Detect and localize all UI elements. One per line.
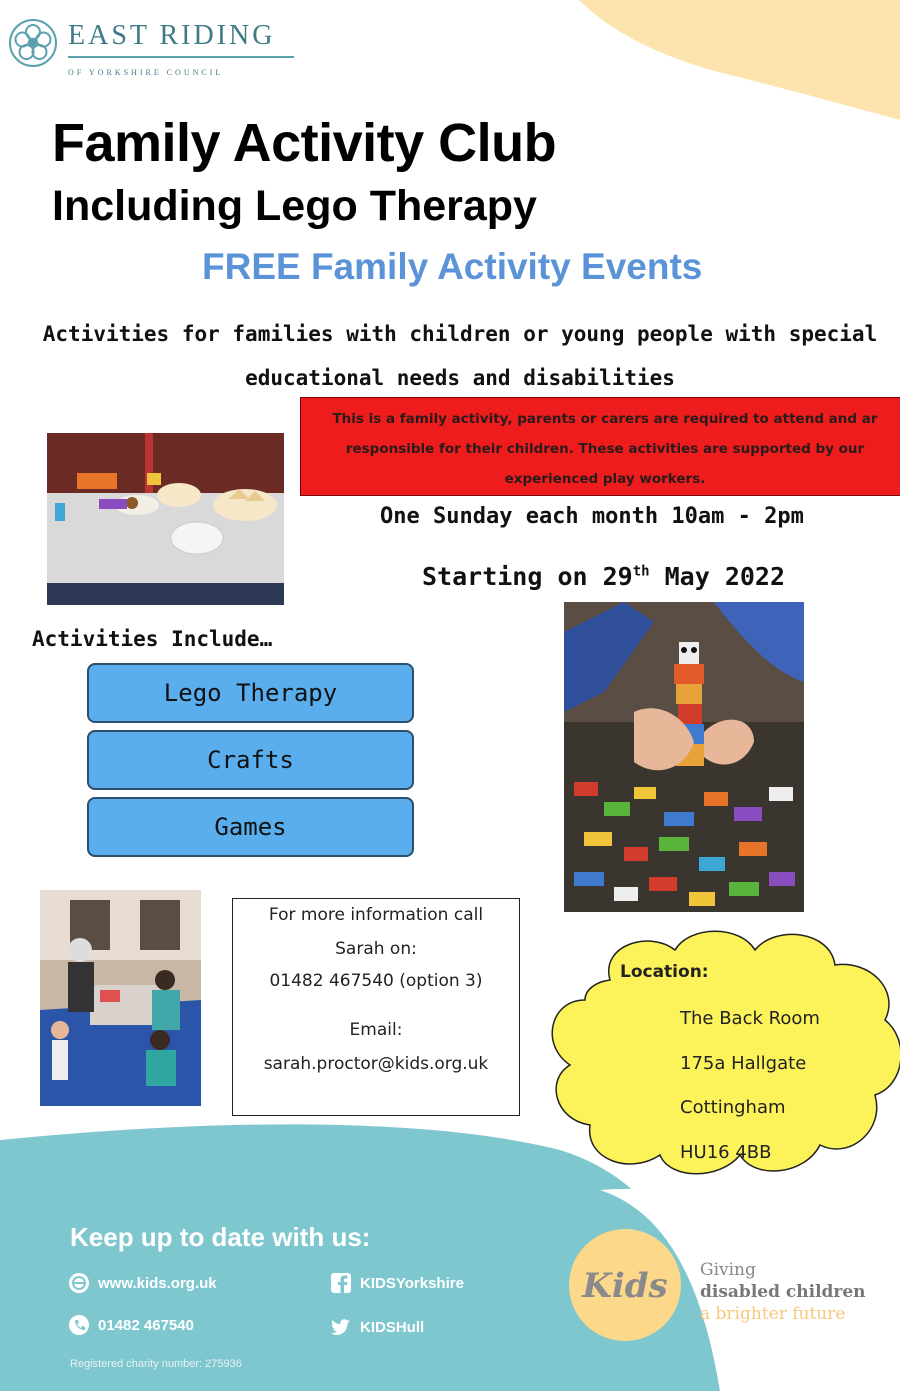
location-heading: Location: — [620, 962, 709, 982]
page-title: Family Activity Club — [52, 113, 557, 173]
keep-up-heading: Keep up to date with us: — [70, 1222, 371, 1252]
activity-crafts: Crafts — [87, 730, 414, 790]
free-events-heading: FREE Family Activity Events — [202, 246, 703, 287]
contact-line: For more information call — [268, 905, 484, 925]
notice-line: responsible for their children. These activities are supported by our — [345, 441, 865, 457]
kids-logo — [565, 1225, 685, 1345]
activity-lego-therapy: Lego Therapy — [87, 663, 414, 723]
location-line: The Back Room — [680, 1008, 820, 1029]
photo-lego-building — [564, 602, 804, 912]
start-date — [422, 562, 785, 591]
twitter-icon — [330, 1316, 352, 1338]
notice-banner — [300, 397, 900, 496]
decorative-blob-top — [520, 0, 900, 130]
kids-tagline-2: disabled children — [700, 1282, 866, 1302]
phone-link[interactable] — [68, 1314, 194, 1336]
kids-logo-text: Kids — [582, 1266, 668, 1306]
intro-line: educational needs and disabilities — [245, 366, 675, 390]
location-line: Cottingham — [680, 1097, 786, 1118]
kids-tagline-3: a brighter future — [700, 1304, 846, 1324]
page-subtitle: Including Lego Therapy — [52, 182, 537, 230]
notice-line: experienced play workers. — [504, 471, 706, 487]
contact-phone: 01482 467540 (option 3) — [269, 971, 483, 991]
twitter-text: KIDSHull — [360, 1318, 425, 1336]
contact-line: Sarah on: — [335, 939, 417, 959]
contact-email: sarah.proctor@kids.org.uk — [263, 1054, 489, 1074]
facebook-text: KIDSYorkshire — [360, 1274, 464, 1292]
contact-email-label: Email: — [349, 1020, 403, 1040]
kids-tagline-1: Giving — [700, 1260, 756, 1280]
location-line: HU16 4BB — [680, 1142, 772, 1163]
activities-heading: Activities Include… — [32, 627, 273, 651]
photo-group-activity — [40, 890, 201, 1106]
start-suffix: May 2022 — [649, 562, 786, 591]
intro-line: Activities for families with children or young people with special — [42, 322, 878, 346]
notice-line: This is a family activity, parents or carers are required to attend and ar — [332, 411, 878, 427]
start-sup: th — [632, 563, 650, 580]
activity-games: Games — [87, 797, 414, 857]
website-text: www.kids.org.uk — [98, 1274, 217, 1292]
rose-emblem-icon — [8, 18, 58, 68]
charity-number: Registered charity number: 275936 — [70, 1358, 242, 1370]
globe-icon — [68, 1272, 90, 1294]
location-line: 175a Hallgate — [680, 1053, 807, 1074]
twitter-link[interactable] — [330, 1316, 424, 1338]
contact-info-box — [232, 898, 520, 1116]
website-link[interactable] — [68, 1272, 217, 1294]
council-subname: OF YORKSHIRE COUNCIL — [68, 68, 224, 77]
facebook-link[interactable] — [330, 1272, 464, 1294]
schedule-text: One Sunday each month 10am - 2pm — [380, 504, 804, 529]
photo-food-table — [47, 433, 284, 605]
council-logo — [8, 16, 298, 76]
logo-divider — [68, 56, 294, 58]
start-prefix: Starting on 29 — [422, 562, 633, 591]
facebook-icon — [330, 1272, 352, 1294]
council-name: EAST RIDING — [68, 20, 276, 51]
phone-text: 01482 467540 — [98, 1316, 194, 1334]
phone-icon — [68, 1314, 90, 1336]
intro-text — [20, 312, 900, 400]
